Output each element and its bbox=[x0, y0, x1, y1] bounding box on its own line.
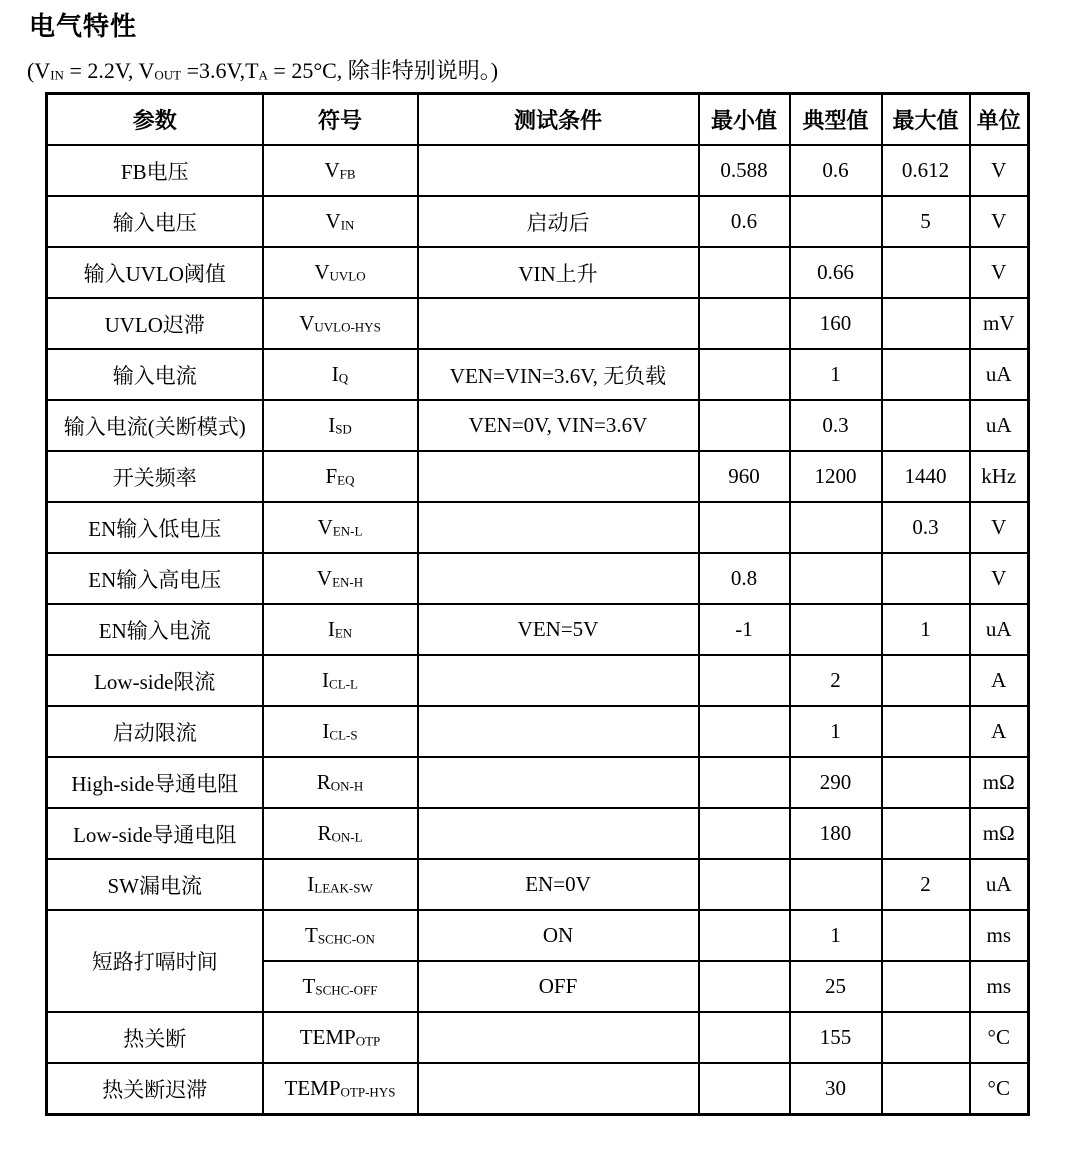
table-row bbox=[47, 349, 1029, 400]
condition-cell: ON bbox=[418, 910, 699, 961]
table-row bbox=[47, 1012, 1029, 1063]
symbol-cell: $I_{SD}$ bbox=[263, 400, 418, 451]
min-cell: 960 bbox=[699, 451, 790, 502]
column-header-condition: 测试条件 bbox=[418, 94, 699, 146]
electrical-characteristics-table bbox=[45, 92, 1030, 1116]
min-cell bbox=[699, 1063, 790, 1115]
unit-cell: mΩ bbox=[970, 757, 1029, 808]
max-cell bbox=[882, 400, 970, 451]
max-cell: 1 bbox=[882, 604, 970, 655]
typ-cell bbox=[790, 196, 882, 247]
symbol-cell: $I_{CL-S}$ bbox=[263, 706, 418, 757]
typ-cell: 2 bbox=[790, 655, 882, 706]
param-cell: 短路打嗝时间 bbox=[47, 910, 263, 1012]
condition-cell bbox=[418, 808, 699, 859]
typ-cell: 0.3 bbox=[790, 400, 882, 451]
typ-cell: 0.6 bbox=[790, 145, 882, 196]
page-title: 电气特性 bbox=[29, 12, 138, 41]
typ-cell: 0.66 bbox=[790, 247, 882, 298]
symbol-cell: $V_{IN}$ bbox=[263, 196, 418, 247]
unit-cell: uA bbox=[970, 349, 1029, 400]
condition-cell bbox=[418, 502, 699, 553]
subscript: UVLO-HYS bbox=[314, 319, 381, 335]
param-cell: Low-side限流 bbox=[47, 655, 263, 706]
condition-cell: VEN=5V bbox=[418, 604, 699, 655]
table-row bbox=[47, 757, 1029, 808]
subscript: UVLO bbox=[329, 268, 366, 284]
subscript: EN-L bbox=[332, 523, 363, 539]
max-cell bbox=[882, 706, 970, 757]
subscript: IN bbox=[50, 67, 64, 83]
subscript: OTP bbox=[355, 1033, 381, 1049]
unit-cell: ms bbox=[970, 961, 1029, 1012]
subscript: ON-L bbox=[331, 829, 363, 845]
symbol-cell: $I_Q$ bbox=[263, 349, 418, 400]
param-cell: EN输入低电压 bbox=[47, 502, 263, 553]
param-cell: 启动限流 bbox=[47, 706, 263, 757]
param-cell: Low-side导通电阻 bbox=[47, 808, 263, 859]
table-row bbox=[47, 502, 1029, 553]
condition-cell bbox=[418, 298, 699, 349]
condition-cell bbox=[418, 757, 699, 808]
max-cell: 0.612 bbox=[882, 145, 970, 196]
max-cell bbox=[882, 655, 970, 706]
max-cell bbox=[882, 757, 970, 808]
table-row bbox=[47, 706, 1029, 757]
typ-cell: 155 bbox=[790, 1012, 882, 1063]
max-cell: 2 bbox=[882, 859, 970, 910]
unit-cell: V bbox=[970, 247, 1029, 298]
min-cell bbox=[699, 859, 790, 910]
subscript: A bbox=[258, 67, 268, 83]
typ-cell: 1 bbox=[790, 910, 882, 961]
max-cell: 5 bbox=[882, 196, 970, 247]
param-cell: SW漏电流 bbox=[47, 859, 263, 910]
min-cell bbox=[699, 910, 790, 961]
subscript: SCHC-ON bbox=[317, 931, 375, 947]
symbol-cell: $T_{SCHC-OFF}$ bbox=[263, 961, 418, 1012]
symbol-cell: $V_{UVLO}$ bbox=[263, 247, 418, 298]
max-cell: 1440 bbox=[882, 451, 970, 502]
max-cell bbox=[882, 808, 970, 859]
typ-cell: 180 bbox=[790, 808, 882, 859]
condition-cell bbox=[418, 145, 699, 196]
table-row bbox=[47, 400, 1029, 451]
symbol-cell: $I_{CL-L}$ bbox=[263, 655, 418, 706]
typ-cell bbox=[790, 604, 882, 655]
min-cell bbox=[699, 400, 790, 451]
unit-cell: °C bbox=[970, 1063, 1029, 1115]
subscript: EN bbox=[334, 625, 353, 641]
condition-cell: EN=0V bbox=[418, 859, 699, 910]
subscript: SCHC-OFF bbox=[315, 982, 378, 998]
min-cell bbox=[699, 247, 790, 298]
condition-cell: OFF bbox=[418, 961, 699, 1012]
subscript: IN bbox=[340, 217, 355, 233]
param-cell: 输入UVLO阈值 bbox=[47, 247, 263, 298]
min-cell bbox=[699, 706, 790, 757]
typ-cell: 30 bbox=[790, 1063, 882, 1115]
condition-cell bbox=[418, 706, 699, 757]
table-row bbox=[47, 655, 1029, 706]
table-row bbox=[47, 910, 1029, 961]
typ-cell: 25 bbox=[790, 961, 882, 1012]
subscript: EN-H bbox=[332, 574, 364, 590]
unit-cell: mV bbox=[970, 298, 1029, 349]
min-cell: 0.8 bbox=[699, 553, 790, 604]
symbol-cell: $TEMP_{OTP-HYS}$ bbox=[263, 1063, 418, 1115]
subscript: OTP-HYS bbox=[340, 1084, 396, 1100]
typ-cell bbox=[790, 502, 882, 553]
condition-cell: VEN=0V, VIN=3.6V bbox=[418, 400, 699, 451]
unit-cell: °C bbox=[970, 1012, 1029, 1063]
test-conditions-line: ($V_{IN} = 2.2V$, $V_{OUT} =3.6V,T_A = 25^\circ C$, 除非特别说明。) bbox=[27, 58, 499, 83]
symbol-cell: $F_{EQ}$ bbox=[263, 451, 418, 502]
typ-cell: 160 bbox=[790, 298, 882, 349]
condition-cell bbox=[418, 1063, 699, 1115]
column-header-min: 最小值 bbox=[699, 94, 790, 146]
max-cell bbox=[882, 247, 970, 298]
param-cell: 输入电压 bbox=[47, 196, 263, 247]
unit-cell: V bbox=[970, 196, 1029, 247]
max-cell bbox=[882, 553, 970, 604]
table-header-row bbox=[47, 94, 1029, 146]
min-cell bbox=[699, 349, 790, 400]
param-cell: EN输入高电压 bbox=[47, 553, 263, 604]
column-header-symbol: 符号 bbox=[263, 94, 418, 146]
unit-cell: ms bbox=[970, 910, 1029, 961]
condition-cell bbox=[418, 1012, 699, 1063]
typ-cell: 1200 bbox=[790, 451, 882, 502]
unit-cell: A bbox=[970, 655, 1029, 706]
subscript: EQ bbox=[337, 472, 355, 488]
min-cell bbox=[699, 961, 790, 1012]
subscript: FB bbox=[339, 166, 356, 182]
min-cell bbox=[699, 298, 790, 349]
param-cell: UVLO迟滞 bbox=[47, 298, 263, 349]
subscript: LEAK-SW bbox=[314, 880, 373, 896]
condition-cell bbox=[418, 451, 699, 502]
max-cell: 0.3 bbox=[882, 502, 970, 553]
typ-cell: 290 bbox=[790, 757, 882, 808]
column-header-unit: 单位 bbox=[970, 94, 1029, 146]
subscript: CL-S bbox=[329, 727, 358, 743]
table-row bbox=[47, 247, 1029, 298]
symbol-cell: $V_{EN-H}$ bbox=[263, 553, 418, 604]
max-cell bbox=[882, 1012, 970, 1063]
symbol-cell: $V_{FB}$ bbox=[263, 145, 418, 196]
symbol-cell: $V_{EN-L}$ bbox=[263, 502, 418, 553]
param-cell: 热关断迟滞 bbox=[47, 1063, 263, 1115]
unit-cell: V bbox=[970, 502, 1029, 553]
symbol-cell: $I_{EN}$ bbox=[263, 604, 418, 655]
typ-cell: 1 bbox=[790, 706, 882, 757]
typ-cell bbox=[790, 553, 882, 604]
symbol-cell: $I_{LEAK-SW}$ bbox=[263, 859, 418, 910]
subscript: OUT bbox=[154, 67, 182, 83]
min-cell bbox=[699, 808, 790, 859]
symbol-cell: $T_{SCHC-ON}$ bbox=[263, 910, 418, 961]
unit-cell: uA bbox=[970, 400, 1029, 451]
table-row bbox=[47, 451, 1029, 502]
min-cell bbox=[699, 655, 790, 706]
unit-cell: uA bbox=[970, 604, 1029, 655]
subscript: ON-H bbox=[330, 778, 364, 794]
column-header-max: 最大值 bbox=[882, 94, 970, 146]
table-row bbox=[47, 859, 1029, 910]
unit-cell: kHz bbox=[970, 451, 1029, 502]
table-row bbox=[47, 808, 1029, 859]
max-cell bbox=[882, 1063, 970, 1115]
table-row bbox=[47, 196, 1029, 247]
min-cell bbox=[699, 1012, 790, 1063]
table-row bbox=[47, 553, 1029, 604]
min-cell: -1 bbox=[699, 604, 790, 655]
column-header-param: 参数 bbox=[47, 94, 263, 146]
table-row bbox=[47, 1063, 1029, 1115]
unit-cell: V bbox=[970, 553, 1029, 604]
max-cell bbox=[882, 910, 970, 961]
typ-cell bbox=[790, 859, 882, 910]
subscript: Q bbox=[338, 370, 349, 386]
table-row bbox=[47, 145, 1029, 196]
symbol-cell: $V_{UVLO-HYS}$ bbox=[263, 298, 418, 349]
min-cell bbox=[699, 502, 790, 553]
unit-cell: mΩ bbox=[970, 808, 1029, 859]
param-cell: 开关频率 bbox=[47, 451, 263, 502]
table-body bbox=[47, 145, 1029, 1115]
condition-cell bbox=[418, 553, 699, 604]
param-cell: EN输入电流 bbox=[47, 604, 263, 655]
condition-cell bbox=[418, 655, 699, 706]
symbol-cell: $R_{ON-L}$ bbox=[263, 808, 418, 859]
symbol-cell: $R_{ON-H}$ bbox=[263, 757, 418, 808]
typ-cell: 1 bbox=[790, 349, 882, 400]
max-cell bbox=[882, 961, 970, 1012]
param-cell: FB电压 bbox=[47, 145, 263, 196]
param-cell: 输入电流 bbox=[47, 349, 263, 400]
condition-cell: 启动后 bbox=[418, 196, 699, 247]
condition-cell: VIN上升 bbox=[418, 247, 699, 298]
subscript: CL-L bbox=[329, 676, 358, 692]
min-cell bbox=[699, 757, 790, 808]
param-cell: High-side导通电阻 bbox=[47, 757, 263, 808]
column-header-typ: 典型值 bbox=[790, 94, 882, 146]
table-row bbox=[47, 298, 1029, 349]
unit-cell: uA bbox=[970, 859, 1029, 910]
max-cell bbox=[882, 349, 970, 400]
condition-cell: VEN=VIN=3.6V, 无负载 bbox=[418, 349, 699, 400]
unit-cell: A bbox=[970, 706, 1029, 757]
min-cell: 0.6 bbox=[699, 196, 790, 247]
min-cell: 0.588 bbox=[699, 145, 790, 196]
symbol-cell: $TEMP_{OTP}$ bbox=[263, 1012, 418, 1063]
unit-cell: V bbox=[970, 145, 1029, 196]
param-cell: 输入电流(关断模式) bbox=[47, 400, 263, 451]
subscript: SD bbox=[335, 421, 352, 437]
param-cell: 热关断 bbox=[47, 1012, 263, 1063]
max-cell bbox=[882, 298, 970, 349]
table-row bbox=[47, 604, 1029, 655]
